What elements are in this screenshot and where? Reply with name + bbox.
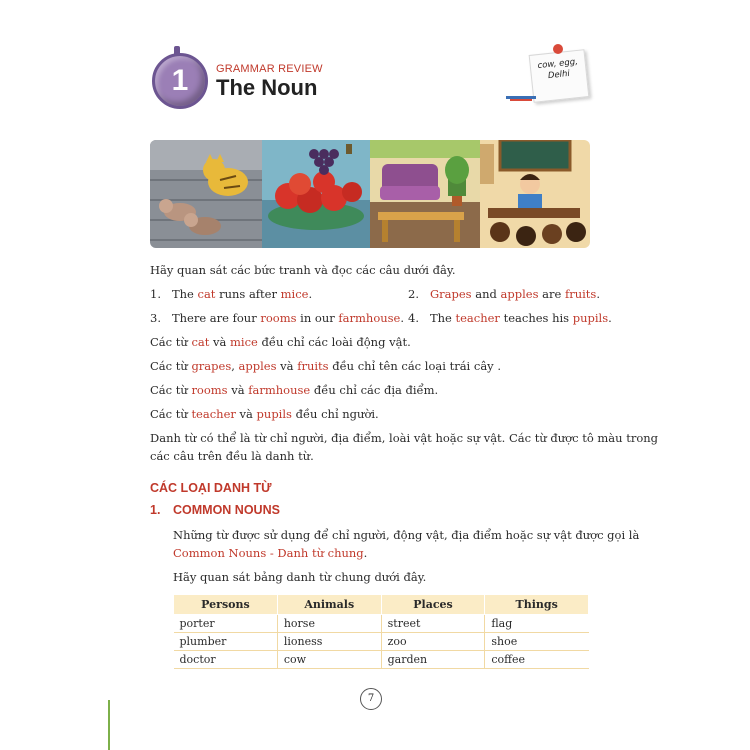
sentence-2: [408, 287, 600, 301]
highlighted-noun: apples: [238, 359, 277, 373]
highlighted-noun: cat: [191, 335, 210, 349]
table-cell: horse: [277, 615, 381, 633]
term-period: .: [363, 546, 368, 560]
highlighted-noun: fruits: [564, 287, 597, 301]
lesson-kicker: GRAMMAR REVIEW: [216, 63, 323, 75]
common-nouns-term: Common Nouns - Danh từ chung: [173, 546, 364, 560]
cat-and-mice-illustration: [150, 140, 262, 248]
highlighted-noun: teacher: [191, 407, 236, 421]
text-run: There are four: [171, 311, 261, 325]
text-run: .: [400, 311, 405, 325]
highlighted-noun: mice: [230, 335, 258, 349]
text-run: .: [308, 287, 313, 301]
lesson-number-badge: 1: [152, 53, 208, 109]
note-line: cow, egg,: [537, 56, 579, 72]
table-cell: plumber: [174, 633, 278, 651]
fruit-bowl-illustration-art: [262, 140, 370, 248]
sentence-text: [172, 287, 312, 301]
highlighted-noun: farmhouse: [338, 311, 401, 325]
text-run: ,: [231, 359, 239, 373]
text-run: và: [209, 335, 231, 349]
highlighted-noun: mice: [280, 287, 309, 301]
text-run: đều chỉ các địa điểm.: [310, 383, 439, 397]
subsection-number: 1.: [150, 503, 161, 517]
highlighted-noun: apples: [500, 287, 539, 301]
sentence-number: 3.: [150, 311, 161, 325]
table-cell: doctor: [174, 651, 278, 669]
sentence-text: [430, 311, 612, 325]
table-row: [174, 633, 589, 651]
room-illustration: [370, 140, 480, 248]
page-title: The Noun: [216, 75, 318, 100]
text-run: in our: [296, 311, 339, 325]
text-run: đều chỉ các loài động vật.: [257, 335, 411, 349]
pushpin-icon: [553, 44, 563, 54]
sticky-note: [529, 49, 590, 103]
table-cell: porter: [174, 615, 278, 633]
column-header: Things: [485, 595, 589, 615]
note-line: Delhi: [547, 68, 571, 82]
text-run: .: [608, 311, 612, 325]
sentence-number: 4.: [408, 311, 419, 325]
text-run: runs after: [215, 287, 281, 301]
cat-and-mice-illustration-art: [150, 140, 262, 248]
highlighted-noun: farmhouse: [248, 383, 311, 397]
table-cell: coffee: [485, 651, 589, 669]
margin-rule: [108, 700, 110, 750]
table-row: [174, 615, 589, 633]
highlighted-noun: teacher: [455, 311, 500, 325]
column-header: Animals: [277, 595, 381, 615]
text-run: .: [596, 287, 600, 301]
table-cell: flag: [485, 615, 589, 633]
sentence-number: 1.: [150, 287, 161, 301]
explanation-fruits: [150, 359, 501, 373]
sentence-text: [430, 287, 600, 301]
text-run: đều chỉ tên các loại trái cây .: [328, 359, 501, 373]
table-cell: shoe: [485, 633, 589, 651]
text-run: are: [538, 287, 565, 301]
highlighted-noun: pupils: [572, 311, 609, 325]
section-heading: CÁC LOẠI DANH TỪ: [150, 481, 272, 495]
text-run: và: [227, 383, 249, 397]
highlighted-noun: rooms: [260, 311, 297, 325]
column-header: Places: [381, 595, 485, 615]
sentence-number: 2.: [408, 287, 419, 301]
common-nouns-term-line: [173, 546, 367, 560]
text-run: Các từ: [150, 335, 192, 349]
sentence-text: [172, 311, 404, 325]
page-number: 7: [360, 688, 382, 710]
highlighted-noun: cat: [197, 287, 216, 301]
table-intro: Hãy quan sát bảng danh từ chung dưới đây.: [173, 570, 427, 584]
text-run: Các từ: [150, 359, 192, 373]
common-nouns-description: Những từ được sử dụng để chỉ người, động vật, địa điểm hoặc sự vật được gọi là: [173, 528, 640, 542]
text-run: and: [471, 287, 501, 301]
intro-text: Hãy quan sát các bức tranh và đọc các câu dưới đây.: [150, 263, 456, 277]
common-nouns-table: [173, 594, 589, 669]
subsection-title: COMMON NOUNS: [173, 503, 280, 517]
column-header: Persons: [174, 595, 278, 615]
text-run: The: [171, 287, 198, 301]
table-cell: zoo: [381, 633, 485, 651]
explanation-animals: [150, 335, 411, 349]
sentence-1: [150, 287, 312, 301]
sentence-4: [408, 311, 612, 325]
room-illustration-art: [370, 140, 480, 248]
sentence-3: [150, 311, 404, 325]
teacher-and-pupils-illustration-art: [480, 140, 590, 248]
table-cell: lioness: [277, 633, 381, 651]
teacher-and-pupils-illustration: [480, 140, 590, 248]
pencil-icon: [510, 99, 532, 101]
text-run: Các từ: [150, 407, 192, 421]
text-run: Các từ: [150, 383, 192, 397]
table-row: [174, 651, 589, 669]
table-header-row: [174, 595, 589, 615]
text-run: teaches his: [499, 311, 573, 325]
explanation-places: [150, 383, 438, 397]
table-cell: garden: [381, 651, 485, 669]
table-cell: cow: [277, 651, 381, 669]
text-run: và: [235, 407, 257, 421]
highlighted-noun: rooms: [191, 383, 228, 397]
text-run: và: [276, 359, 298, 373]
highlighted-noun: Grapes: [429, 287, 472, 301]
text-run: đều chỉ người.: [291, 407, 379, 421]
highlighted-noun: grapes: [191, 359, 232, 373]
summary-line-2: các câu trên đều là danh từ.: [150, 449, 314, 463]
fruit-bowl-illustration: [262, 140, 370, 248]
table-cell: street: [381, 615, 485, 633]
highlighted-noun: pupils: [256, 407, 292, 421]
summary-line-1: Danh từ có thể là từ chỉ người, địa điểm, loài vật hoặc sự vật. Các từ được tô màu trong: [150, 431, 659, 445]
explanation-people: [150, 407, 379, 421]
highlighted-noun: fruits: [297, 359, 329, 373]
text-run: The: [429, 311, 456, 325]
